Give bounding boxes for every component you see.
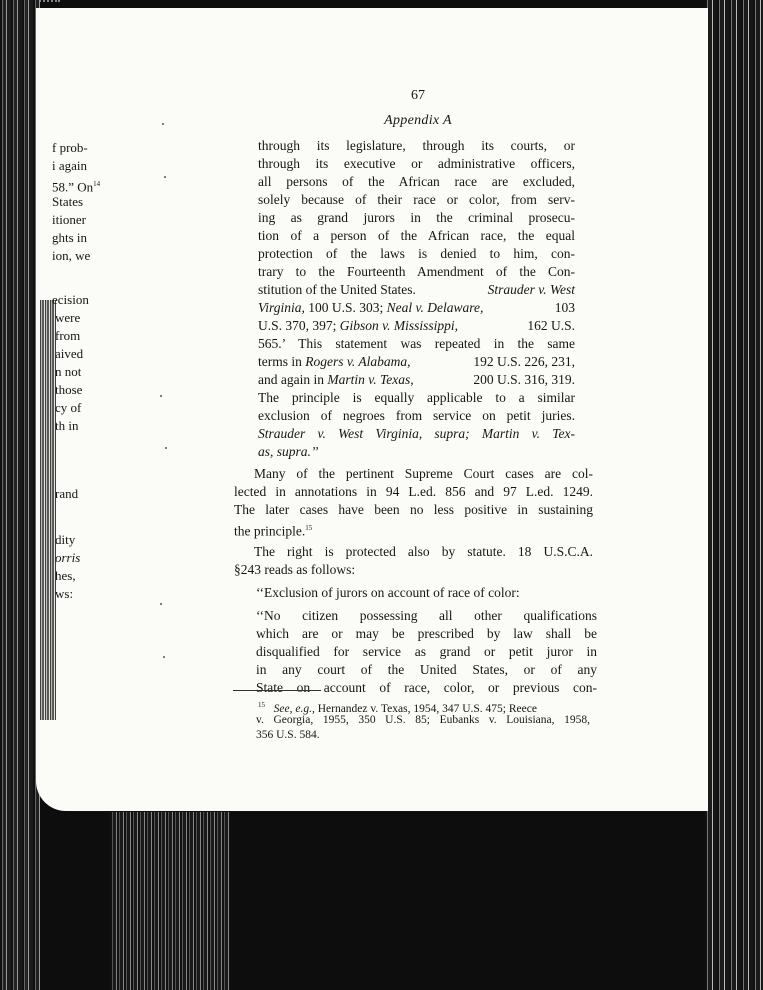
- fragment-line: cy of: [55, 400, 82, 415]
- quote-line: Virginia, 100 U.S. 303; Neal v. Delaware, 103: [258, 300, 575, 315]
- page-number: 67: [411, 88, 425, 103]
- fragment-line: i again: [52, 158, 88, 173]
- quote-line: as, supra.’’: [258, 444, 319, 459]
- statute-heading: ‘‘Exclusion of jurors on account of race of color:: [256, 585, 520, 600]
- body-line: lected in annotations in 94 L.ed. 856 and 97 L.ed. 1249.: [234, 484, 593, 499]
- quote-line: through its executive or administrative officers,: [258, 156, 575, 171]
- footnote-line: $^{15}$ See, e.g., Hernandez v. Texas, 1954, 347 U.S. 475; Reece: [258, 701, 537, 715]
- quote-line: 565.’ This statement was repeated in the same: [258, 336, 575, 351]
- fragment-line: f prob-: [52, 140, 88, 155]
- binding-shadow-bottom: [110, 812, 230, 990]
- scan-speck: [160, 395, 162, 397]
- running-head: Appendix A: [384, 113, 452, 128]
- statute-line: in any court of the United States, or of any: [256, 662, 597, 677]
- body-line: The later cases have been no less positive in sustaining: [234, 502, 593, 517]
- gutter-shadow: [40, 300, 56, 720]
- binding-edge-left: [0, 0, 40, 990]
- scan-speck: [164, 176, 166, 178]
- body-line: The right is protected also by statute. 18 U.S.C.A.: [254, 544, 593, 559]
- quote-line: stitution of the United States. Strauder v. West: [258, 282, 575, 297]
- scan-speck: [163, 656, 165, 658]
- fragment-line: those: [55, 382, 83, 397]
- body-line: the principle.$^{15}$: [234, 523, 313, 539]
- body-line: §243 reads as follows:: [234, 562, 356, 577]
- footnote-line: v. Georgia, 1955, 350 U.S. 85; Eubanks v. Louisiana, 1958,: [256, 714, 590, 726]
- footnote-ref: 15: [305, 524, 313, 532]
- quote-line: protection of the laws is denied to him, con-: [258, 246, 575, 261]
- quote-line: U.S. 370, 397; Gibson v. Mississippi, 162 U.S.: [258, 318, 575, 333]
- quote-line: and again in Martin v. Texas, 200 U.S. 316, 319.: [258, 372, 575, 387]
- fragment-line: itioner: [52, 212, 86, 227]
- fragment-line: aived: [55, 346, 84, 361]
- quote-line: through its legislature, through its courts, or: [258, 138, 575, 153]
- quote-line: all persons of the African race are excluded,: [258, 174, 575, 189]
- footnote-line: 356 U.S. 584.: [256, 729, 320, 741]
- quote-line: trary to the Fourteenth Amendment of the Con-: [258, 264, 575, 279]
- quote-line: Strauder v. West Virginia, supra; Martin v. Tex-: [258, 426, 575, 441]
- fragment-line: th in: [55, 418, 79, 433]
- quote-line: exclusion of negroes from service on petit juries.: [258, 408, 575, 423]
- statute-line: which are or may be prescribed by law shall be: [256, 626, 597, 641]
- scan-speck: [162, 123, 164, 125]
- scan-speck: [160, 603, 162, 605]
- binding-edge-right: [705, 0, 763, 990]
- scan-speck: [165, 447, 167, 449]
- fragment-line: were: [55, 310, 81, 325]
- quote-line: The principle is equally applicable to a similar: [258, 390, 575, 405]
- statute-line: disqualified for service as grand or petit juror in: [256, 644, 597, 659]
- fragment-line: ws:: [55, 586, 74, 601]
- quote-line: terms in Rogers v. Alabama, 192 U.S. 226, 231,: [258, 354, 575, 369]
- fragment-line: n not: [55, 364, 82, 379]
- fragment-line: rand: [55, 486, 79, 501]
- fragment-line: ecision: [52, 292, 89, 307]
- fragment-line: hes,: [55, 568, 76, 583]
- fragment-line: States: [52, 194, 84, 209]
- fragment-line: from: [55, 328, 81, 343]
- quote-line: solely because of their race or color, from serv-: [258, 192, 575, 207]
- quote-line: ing as grand jurors in the criminal prosecu-: [258, 210, 575, 225]
- quote-line: tion of a person of the African race, the equal: [258, 228, 575, 243]
- fragment-line: ghts in: [52, 230, 88, 245]
- body-line: Many of the pertinent Supreme Court cases are col-: [254, 466, 593, 481]
- statute-line: ‘‘No citizen possessing all other qualifications: [256, 608, 597, 623]
- footnote-rule: [233, 690, 321, 691]
- statute-line: State on account of race, color, or previous con-: [256, 680, 597, 695]
- fragment-line: orris: [55, 550, 81, 565]
- fragment-line: dity: [55, 532, 76, 547]
- fragment-line: 58.” On$^{14}$: [52, 179, 101, 195]
- fragment-line: ion, we: [52, 248, 91, 263]
